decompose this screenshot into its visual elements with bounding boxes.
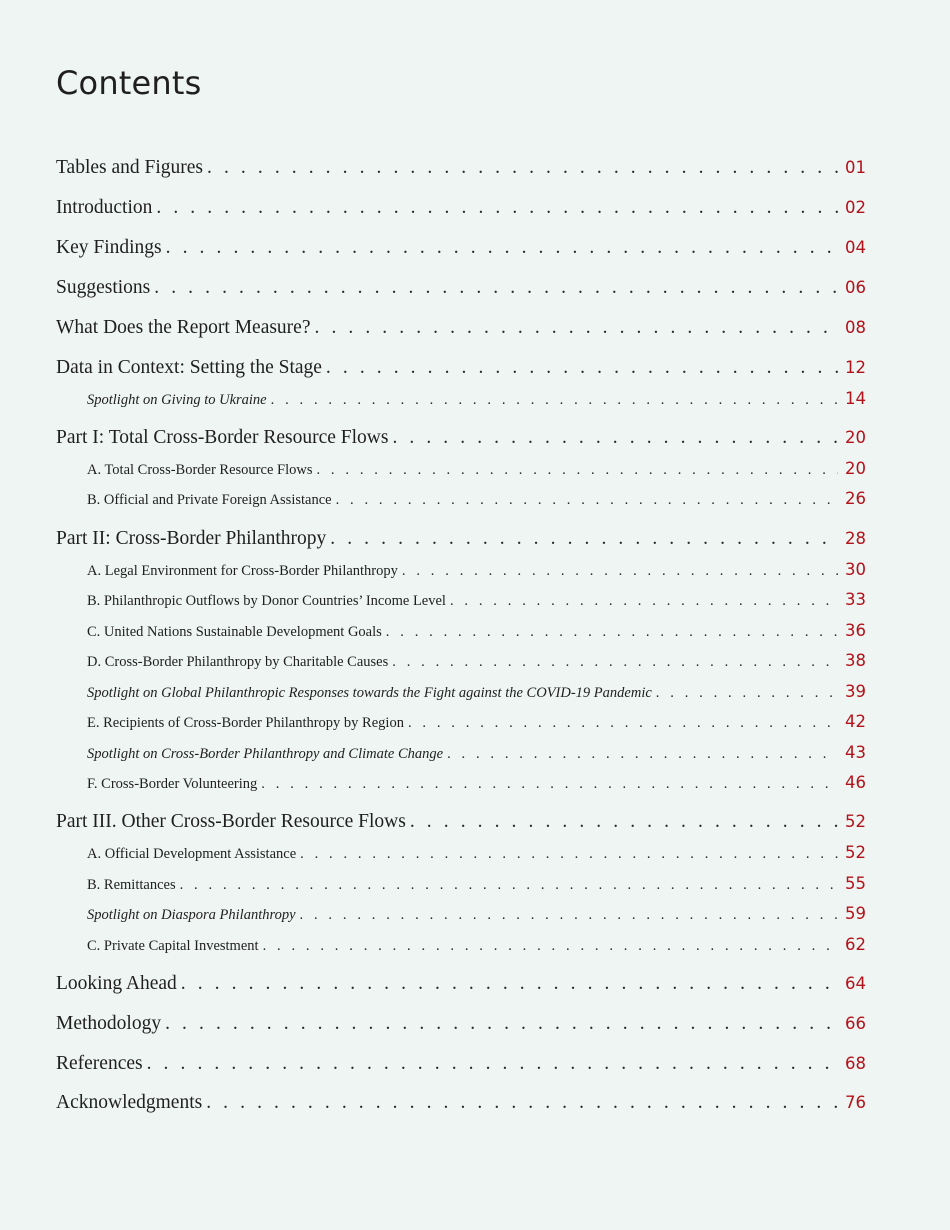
dot-leader <box>408 713 838 733</box>
toc-entry-label: References <box>56 1053 143 1074</box>
toc-entry[interactable] <box>87 621 866 642</box>
dot-leader <box>166 235 838 261</box>
toc-entry-label: Spotlight on Cross-Border Philanthropy and Climate Change <box>87 746 444 762</box>
dot-leader <box>450 591 838 611</box>
page-title: Contents <box>56 64 202 102</box>
toc-entry[interactable] <box>87 743 866 764</box>
toc-entry-page-number: 62 <box>845 935 866 954</box>
dot-leader <box>271 390 838 410</box>
dot-leader <box>656 683 838 703</box>
toc-entry-page-number: 06 <box>845 278 866 297</box>
toc-entry-page-number: 12 <box>845 358 866 377</box>
toc-entry-page-number: 76 <box>845 1093 866 1112</box>
dot-leader <box>261 774 838 794</box>
toc-entry[interactable] <box>56 1051 866 1077</box>
dot-leader <box>326 355 838 381</box>
toc-entry-label: E. Recipients of Cross-Border Philanthropy by Region <box>87 715 404 731</box>
toc-entry-label: B. Philanthropic Outflows by Donor Countries’ Income Level <box>87 593 446 609</box>
toc-entry[interactable] <box>87 682 866 703</box>
toc-entry-label: Acknowledgments <box>56 1092 203 1113</box>
toc-entry-label: Suggestions <box>56 277 151 298</box>
toc-entry[interactable] <box>56 355 866 381</box>
toc-entry-label: Tables and Figures <box>56 157 204 178</box>
toc-entry[interactable] <box>87 874 866 895</box>
toc-entry-page-number: 64 <box>845 974 866 993</box>
dot-leader <box>386 622 838 642</box>
toc-entry[interactable] <box>56 425 866 451</box>
toc-entry[interactable] <box>87 651 866 672</box>
toc-entry-page-number: 14 <box>845 389 866 408</box>
toc-entry[interactable] <box>87 843 866 864</box>
dot-leader <box>410 809 838 835</box>
toc-entry-page-number: 66 <box>845 1014 866 1033</box>
dot-leader <box>300 905 838 925</box>
toc-entry-label: Spotlight on Global Philanthropic Responses towards the Fight against the COVID-19 Pandemic <box>87 685 652 701</box>
toc-entry-label: Spotlight on Diaspora Philanthropy <box>87 907 296 923</box>
toc-entry-page-number: 02 <box>845 198 866 217</box>
toc-entry-label: Part III. Other Cross-Border Resource Flows <box>56 811 406 832</box>
toc-entry[interactable] <box>56 1090 866 1116</box>
dot-leader <box>207 155 838 181</box>
toc-entry-label: Spotlight on Giving to Ukraine <box>87 392 267 408</box>
toc-entry-page-number: 20 <box>845 428 866 447</box>
dot-leader <box>180 875 838 895</box>
dot-leader <box>336 490 838 510</box>
toc-entry-page-number: 04 <box>845 238 866 257</box>
dot-leader <box>156 195 838 221</box>
toc-entry[interactable] <box>56 1011 866 1037</box>
toc-entry[interactable] <box>56 526 866 552</box>
dot-leader <box>147 1051 838 1077</box>
toc-entry-label: Data in Context: Setting the Stage <box>56 357 322 378</box>
toc-entry-label: B. Remittances <box>87 877 176 893</box>
dot-leader <box>392 425 838 451</box>
toc-entry-page-number: 52 <box>845 812 866 831</box>
toc-entry[interactable] <box>87 935 866 956</box>
toc-entry[interactable] <box>56 275 866 301</box>
toc-entry-page-number: 52 <box>845 843 866 862</box>
toc-entry[interactable] <box>87 560 866 581</box>
dot-leader <box>206 1090 838 1116</box>
dot-leader <box>165 1011 838 1037</box>
toc-entry-page-number: 46 <box>845 773 866 792</box>
toc-entry[interactable] <box>87 773 866 794</box>
toc-entry[interactable] <box>87 904 866 925</box>
toc-entry[interactable] <box>56 195 866 221</box>
toc-entry-label: What Does the Report Measure? <box>56 317 311 338</box>
dot-leader <box>330 526 838 552</box>
toc-entry-page-number: 39 <box>845 682 866 701</box>
toc-entry-page-number: 20 <box>845 459 866 478</box>
toc-entry[interactable] <box>56 809 866 835</box>
dot-leader <box>181 971 838 997</box>
toc-entry-label: Part II: Cross-Border Philanthropy <box>56 528 327 549</box>
toc-entry-page-number: 43 <box>845 743 866 762</box>
toc-entry[interactable] <box>56 315 866 341</box>
toc-entry-page-number: 68 <box>845 1054 866 1073</box>
toc-entry-label: Methodology <box>56 1013 162 1034</box>
toc-entry[interactable] <box>56 235 866 261</box>
toc-entry-label: A. Legal Environment for Cross-Border Philanthropy <box>87 563 398 579</box>
toc-entry-label: B. Official and Private Foreign Assistance <box>87 492 332 508</box>
toc-entry[interactable] <box>56 971 866 997</box>
toc-entry[interactable] <box>87 489 866 510</box>
dot-leader <box>263 936 838 956</box>
toc-entry-page-number: 36 <box>845 621 866 640</box>
dot-leader <box>154 275 838 301</box>
toc-entry-page-number: 33 <box>845 590 866 609</box>
toc-entry-label: A. Total Cross-Border Resource Flows <box>87 462 313 478</box>
toc-entry-label: C. United Nations Sustainable Development Goals <box>87 624 382 640</box>
dot-leader <box>447 744 838 764</box>
toc-entry[interactable] <box>56 155 866 181</box>
dot-leader <box>392 652 838 672</box>
toc-entry-page-number: 42 <box>845 712 866 731</box>
table-of-contents <box>56 0 866 1230</box>
dot-leader <box>402 561 838 581</box>
toc-entry-label: Introduction <box>56 197 153 218</box>
toc-entry-page-number: 28 <box>845 529 866 548</box>
toc-entry-page-number: 55 <box>845 874 866 893</box>
toc-entry[interactable] <box>87 590 866 611</box>
toc-entry[interactable] <box>87 389 866 410</box>
toc-entry-page-number: 30 <box>845 560 866 579</box>
toc-entry[interactable] <box>87 459 866 480</box>
toc-entry-page-number: 26 <box>845 489 866 508</box>
toc-entry-page-number: 59 <box>845 904 866 923</box>
toc-entry-page-number: 01 <box>845 158 866 177</box>
dot-leader <box>316 460 838 480</box>
toc-entry-label: A. Official Development Assistance <box>87 846 297 862</box>
toc-entry-label: D. Cross-Border Philanthropy by Charitable Causes <box>87 654 389 670</box>
toc-entry-page-number: 08 <box>845 318 866 337</box>
toc-entry-label: Looking Ahead <box>56 973 177 994</box>
toc-entry-page-number: 38 <box>845 651 866 670</box>
toc-entry-label: F. Cross-Border Volunteering <box>87 776 258 792</box>
toc-entry-label: C. Private Capital Investment <box>87 938 259 954</box>
toc-entry-label: Key Findings <box>56 237 162 258</box>
dot-leader <box>300 844 838 864</box>
dot-leader <box>315 315 839 341</box>
toc-entry-label: Part I: Total Cross-Border Resource Flows <box>56 427 389 448</box>
toc-entry[interactable] <box>87 712 866 733</box>
